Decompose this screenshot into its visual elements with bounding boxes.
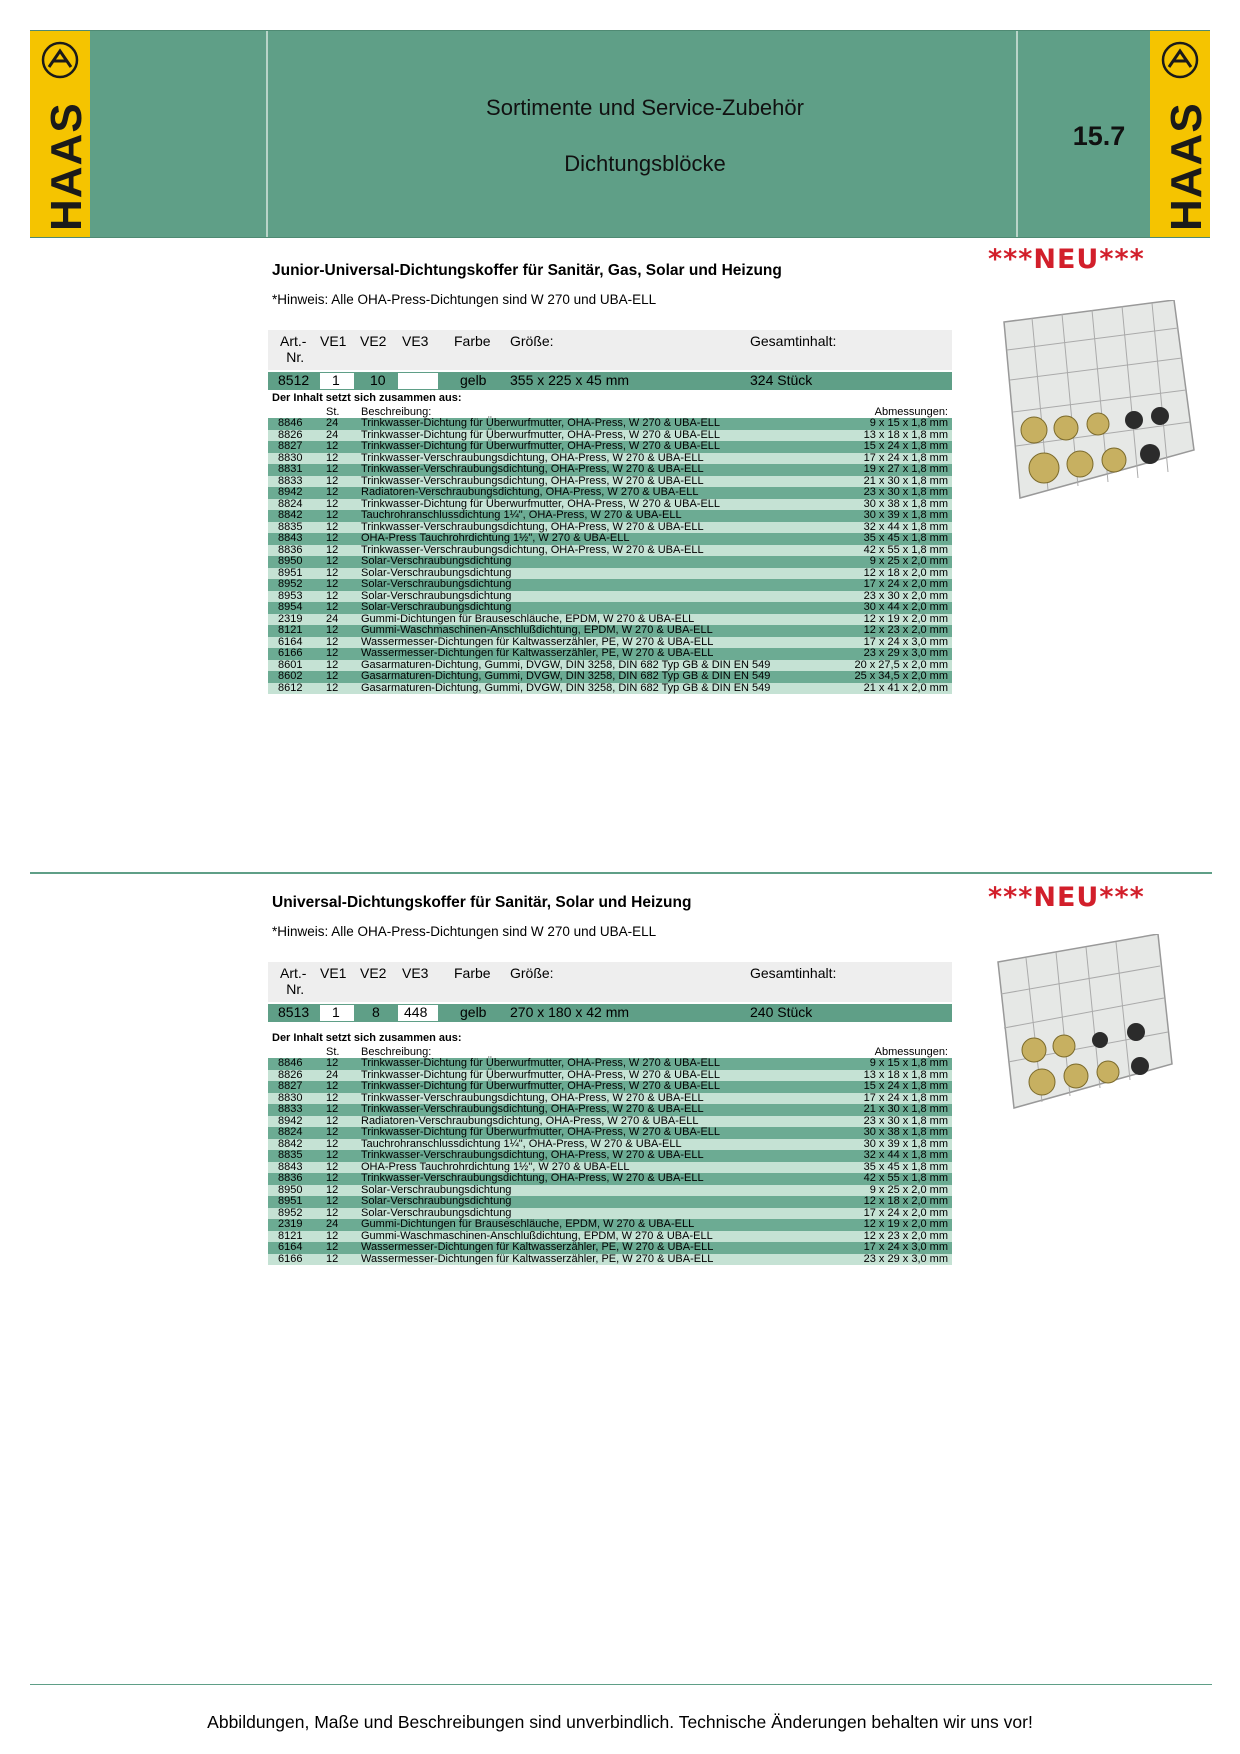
table-row [268,533,952,545]
item-nr: 8824 [278,1126,303,1138]
item-nr: 8827 [278,1080,303,1092]
item-nr: 8843 [278,1160,303,1173]
item-dimensions: 9 x 25 x 2,0 mm [869,1183,948,1196]
item-quantity: 12 [326,1103,339,1115]
item-dimensions: 21 x 30 x 1,8 mm [863,474,948,487]
page-header [30,30,1210,238]
item-description: Tauchrohranschlussdichtung 1¼", OHA-Press, W 270 & UBA-ELL [361,1137,682,1150]
item-dimensions: 21 x 30 x 1,8 mm [863,1103,948,1115]
table-row [268,625,952,637]
item-nr: 8826 [278,1068,303,1081]
item-dimensions: 15 x 24 x 1,8 mm [863,1080,948,1092]
item-nr: 8952 [278,1206,303,1219]
table-row [268,683,952,695]
item-quantity: 12 [326,670,339,682]
col-beschreibung: Beschreibung: [361,406,432,418]
item-quantity: 12 [326,1149,339,1161]
table-row [268,464,952,476]
item-quantity: 12 [326,555,339,567]
article-table [268,330,952,390]
item-nr: 8846 [278,417,303,429]
item-quantity: 24 [326,417,339,429]
table-row [268,556,952,568]
table-row [268,579,952,591]
table-row [268,1254,952,1266]
item-description: Trinkwasser-Verschraubungsdichtung, OHA-Press, W 270 & UBA-ELL [361,451,704,464]
item-dimensions: 12 x 18 x 2,0 mm [863,566,948,579]
table-row [268,441,952,453]
item-description: Gummi-Dichtungen für Brauseschläuche, EPDM, W 270 & UBA-ELL [361,612,695,625]
section-separator [30,872,1212,874]
item-dimensions: 23 x 30 x 1,8 mm [863,1114,948,1127]
item-dimensions: 9 x 15 x 1,8 mm [869,417,948,429]
new-badge: ***NEU*** [988,244,1145,275]
item-dimensions: 12 x 18 x 2,0 mm [863,1195,948,1207]
item-dimensions: 30 x 38 x 1,8 mm [863,497,948,510]
article-groesse: 270 x 180 x 42 mm [510,1004,630,1020]
col-ve1: VE1 [320,333,347,349]
item-nr: 8842 [278,1137,303,1150]
item-dimensions: 30 x 38 x 1,8 mm [863,1126,948,1138]
article-farbe: gelb [460,372,487,388]
item-dimensions: 13 x 18 x 1,8 mm [863,1068,948,1081]
col-gesamt: Gesamtinhalt: [750,965,837,981]
item-dimensions: 30 x 39 x 1,8 mm [863,509,948,521]
col-groesse: Größe: [510,965,554,981]
table-row [268,1196,952,1208]
article-ve2: 10 [370,372,386,388]
item-description: Trinkwasser-Dichtung für Überwurfmutter, OHA-Press, W 270 & UBA-ELL [361,1068,721,1081]
col-farbe: Farbe [454,965,491,981]
item-quantity: 24 [326,612,339,625]
item-nr: 8954 [278,601,303,613]
table-row [268,1081,952,1093]
item-nr: 8843 [278,532,303,544]
article-row [268,1004,952,1022]
item-quantity: 12 [326,601,339,613]
item-dimensions: 23 x 29 x 3,0 mm [863,647,948,659]
item-quantity: 24 [326,1218,339,1230]
col-groesse: Größe: [510,333,554,349]
item-nr: 8831 [278,463,303,475]
contents-label: Der Inhalt setzt sich zusammen aus: [272,392,462,404]
item-nr: 8833 [278,474,303,487]
section-number: 15.7 [1072,121,1126,151]
table-row [268,510,952,522]
item-description: Radiatoren-Verschraubungsdichtung, OHA-Press, W 270 & UBA-ELL [361,486,699,498]
article-nr: 8513 [278,1004,310,1020]
item-quantity: 12 [326,1252,339,1265]
item-nr: 8953 [278,589,303,602]
item-description: Trinkwasser-Dichtung für Überwurfmutter, OHA-Press, W 270 & UBA-ELL [361,1126,721,1138]
item-dimensions: 12 x 23 x 2,0 mm [863,1229,948,1242]
item-dimensions: 9 x 25 x 2,0 mm [869,555,948,567]
item-dimensions: 30 x 44 x 2,0 mm [863,601,948,613]
item-dimensions: 19 x 27 x 1,8 mm [863,463,948,475]
col-ve3: VE3 [402,333,429,349]
col-farbe: Farbe [454,333,491,349]
item-dimensions: 25 x 34,5 x 2,0 mm [854,670,948,682]
article-ve1: 1 [332,372,340,388]
item-dimensions: 9 x 15 x 1,8 mm [869,1057,948,1069]
item-nr: 8942 [278,486,303,498]
product-photo-case [994,300,1200,500]
article-ve1: 1 [332,1004,340,1020]
item-description: Gasarmaturen-Dichtung, Gummi, DVGW, DIN 3258, DIN 682 Typ GB & DIN EN 549 [361,670,771,682]
item-quantity: 12 [326,1160,339,1173]
item-nr: 8830 [278,1091,303,1104]
item-dimensions: 21 x 41 x 2,0 mm [863,681,948,694]
article-ve3: 448 [404,1004,428,1020]
item-description: Trinkwasser-Dichtung für Überwurfmutter, OHA-Press, W 270 & UBA-ELL [361,1080,721,1092]
table-row [268,602,952,614]
item-quantity: 12 [326,520,339,533]
haas-mark-icon [1161,41,1199,79]
item-quantity: 12 [326,1183,339,1196]
item-nr: 8835 [278,520,303,533]
item-dimensions: 32 x 44 x 1,8 mm [863,520,948,533]
item-dimensions: 17 x 24 x 1,8 mm [863,1091,948,1104]
item-description: Trinkwasser-Dichtung für Überwurfmutter, OHA-Press, W 270 & UBA-ELL [361,428,721,441]
item-nr: 8824 [278,497,303,510]
new-badge: ***NEU*** [988,882,1145,913]
col-beschreibung: Beschreibung: [361,1046,432,1058]
item-quantity: 12 [326,474,339,487]
item-dimensions: 17 x 24 x 2,0 mm [863,1206,948,1219]
item-quantity: 12 [326,1241,339,1253]
item-nr: 8836 [278,543,303,556]
item-quantity: 12 [326,451,339,464]
article-row [268,372,952,390]
item-description: Trinkwasser-Dichtung für Überwurfmutter, OHA-Press, W 270 & UBA-ELL [361,440,721,452]
item-description: Gummi-Waschmaschinen-Anschlußdichtung, EPDM, W 270 & UBA-ELL [361,624,713,636]
item-description: Wassermesser-Dichtungen für Kaltwasserzähler, PE, W 270 & UBA-ELL [361,1241,714,1253]
col-abmessungen: Abmessungen: [874,1046,948,1058]
item-description: Gasarmaturen-Dichtung, Gummi, DVGW, DIN 3258, DIN 682 Typ GB & DIN EN 549 [361,658,771,671]
item-description: Trinkwasser-Verschraubungsdichtung, OHA-Press, W 270 & UBA-ELL [361,1149,704,1161]
item-nr: 6166 [278,647,303,659]
section-title: Universal-Dichtungskoffer für Sanitär, Solar und Heizung [272,894,692,911]
item-nr: 6164 [278,1241,303,1253]
item-nr: 6164 [278,635,303,648]
item-nr: 8952 [278,578,303,590]
item-description: Gummi-Dichtungen für Brauseschläuche, EPDM, W 270 & UBA-ELL [361,1218,695,1230]
item-dimensions: 12 x 19 x 2,0 mm [863,1218,948,1230]
section-title: Junior-Universal-Dichtungskoffer für Sanitär, Gas, Solar und Heizung [272,262,782,279]
table-row [268,1104,952,1116]
table-row [268,1219,952,1231]
item-nr: 8601 [278,658,303,671]
item-description: Trinkwasser-Verschraubungsdichtung, OHA-Press, W 270 & UBA-ELL [361,1172,704,1184]
item-description: Solar-Verschraubungsdichtung [361,1195,512,1207]
col-ve2: VE2 [360,965,387,981]
item-description: Trinkwasser-Verschraubungsdichtung, OHA-Press, W 270 & UBA-ELL [361,463,704,475]
item-nr: 8835 [278,1149,303,1161]
item-dimensions: 13 x 18 x 1,8 mm [863,428,948,441]
item-nr: 2319 [278,1218,303,1230]
table-row [268,1173,952,1185]
item-quantity: 12 [326,497,339,510]
col-st: St. [326,406,340,418]
footer-separator [30,1684,1212,1685]
item-dimensions: 12 x 19 x 2,0 mm [863,612,948,625]
item-description: OHA-Press Tauchrohrdichtung 1½", W 270 & UBA-ELL [361,532,630,544]
item-quantity: 12 [326,1057,339,1069]
item-nr: 8826 [278,428,303,441]
item-description: Trinkwasser-Dichtung für Überwurfmutter, OHA-Press, W 270 & UBA-ELL [361,1057,721,1069]
haas-brand-text: HAAS [1162,102,1211,231]
item-quantity: 12 [326,1080,339,1092]
item-dimensions: 35 x 45 x 1,8 mm [863,1160,948,1173]
item-description: Gummi-Waschmaschinen-Anschlußdichtung, EPDM, W 270 & UBA-ELL [361,1229,713,1242]
item-quantity: 12 [326,440,339,452]
col-ve1: VE1 [320,965,347,981]
item-nr: 8950 [278,1183,303,1196]
item-description: Tauchrohranschlussdichtung 1¼", OHA-Press, W 270 & UBA-ELL [361,509,682,521]
item-dimensions: 15 x 24 x 1,8 mm [863,440,948,452]
item-quantity: 12 [326,1195,339,1207]
item-description: Wassermesser-Dichtungen für Kaltwasserzähler, PE, W 270 & UBA-ELL [361,635,714,648]
item-quantity: 12 [326,1206,339,1219]
table-row [268,648,952,660]
item-quantity: 12 [326,566,339,579]
item-description: Trinkwasser-Verschraubungsdichtung, OHA-Press, W 270 & UBA-ELL [361,520,704,533]
item-dimensions: 17 x 24 x 3,0 mm [863,1241,948,1253]
item-description: Wassermesser-Dichtungen für Kaltwasserzähler, PE, W 270 & UBA-ELL [361,647,714,659]
item-dimensions: 17 x 24 x 3,0 mm [863,635,948,648]
item-description: Solar-Verschraubungsdichtung [361,1206,512,1219]
item-quantity: 24 [326,428,339,441]
item-quantity: 12 [326,509,339,521]
item-dimensions: 12 x 23 x 2,0 mm [863,624,948,636]
article-ve2: 8 [372,1004,380,1020]
item-quantity: 12 [326,1172,339,1184]
item-quantity: 12 [326,624,339,636]
item-description: Solar-Verschraubungsdichtung [361,555,512,567]
table-row [268,1242,952,1254]
item-dimensions: 42 x 55 x 1,8 mm [863,543,948,556]
product-photo-case [990,934,1176,1110]
col-gesamt: Gesamtinhalt: [750,333,837,349]
article-nr: 8512 [278,372,310,388]
table-row [268,418,952,430]
item-quantity: 12 [326,1114,339,1127]
item-nr: 8951 [278,1195,303,1207]
contents-label: Der Inhalt setzt sich zusammen aus: [272,1032,462,1044]
item-nr: 8602 [278,670,303,682]
article-gesamt: 240 Stück [750,1004,813,1020]
haas-logo-left [30,31,90,237]
section-hint: *Hinweis: Alle OHA-Press-Dichtungen sind W 270 und UBA-ELL [272,924,657,939]
item-nr: 8951 [278,566,303,579]
item-description: Trinkwasser-Verschraubungsdichtung, OHA-Press, W 270 & UBA-ELL [361,1103,704,1115]
item-nr: 8121 [278,1229,303,1242]
item-quantity: 12 [326,463,339,475]
item-description: Solar-Verschraubungsdichtung [361,589,512,602]
page-title: Sortimente und Service-Zubehör [486,95,804,120]
item-nr: 2319 [278,612,303,625]
contents-table [268,1058,952,1265]
article-table-header [268,330,952,370]
item-dimensions: 17 x 24 x 2,0 mm [863,578,948,590]
table-row [268,1150,952,1162]
item-dimensions: 30 x 39 x 1,8 mm [863,1137,948,1150]
contents-table [268,418,952,694]
item-quantity: 12 [326,486,339,498]
col-art-nr: Art.- Nr. [280,333,307,365]
item-dimensions: 20 x 27,5 x 2,0 mm [854,658,948,671]
item-description: Trinkwasser-Dichtung für Überwurfmutter, OHA-Press, W 270 & UBA-ELL [361,417,721,429]
item-description: Trinkwasser-Verschraubungsdichtung, OHA-Press, W 270 & UBA-ELL [361,543,704,556]
col-ve3: VE3 [402,965,429,981]
item-nr: 8942 [278,1114,303,1127]
item-nr: 6166 [278,1252,303,1265]
item-description: Trinkwasser-Dichtung für Überwurfmutter, OHA-Press, W 270 & UBA-ELL [361,497,721,510]
item-nr: 8836 [278,1172,303,1184]
item-quantity: 12 [326,589,339,602]
col-ve2: VE2 [360,333,387,349]
item-quantity: 12 [326,543,339,556]
item-description: Gasarmaturen-Dichtung, Gummi, DVGW, DIN 3258, DIN 682 Typ GB & DIN EN 549 [361,681,771,694]
item-quantity: 12 [326,532,339,544]
col-st: St. [326,1046,340,1058]
footer-disclaimer: Abbildungen, Maße und Beschreibungen sind unverbindlich. Technische Änderungen behalten wir uns vor! [207,1712,1033,1732]
item-dimensions: 32 x 44 x 1,8 mm [863,1149,948,1161]
item-quantity: 12 [326,1229,339,1242]
item-description: Solar-Verschraubungsdichtung [361,566,512,579]
haas-mark-icon [41,41,79,79]
article-gesamt: 324 Stück [750,372,813,388]
col-art-nr: Art.- Nr. [280,965,307,997]
page-subtitle: Dichtungsblöcke [564,151,726,176]
item-dimensions: 23 x 29 x 3,0 mm [863,1252,948,1265]
haas-logo-right [1150,31,1210,237]
haas-brand-text: HAAS [42,102,91,231]
item-dimensions: 35 x 45 x 1,8 mm [863,532,948,544]
item-quantity: 24 [326,1068,339,1081]
item-dimensions: 42 x 55 x 1,8 mm [863,1172,948,1184]
item-dimensions: 23 x 30 x 1,8 mm [863,486,948,498]
table-row [268,671,952,683]
item-nr: 8612 [278,681,303,694]
item-quantity: 12 [326,647,339,659]
item-nr: 8121 [278,624,303,636]
table-row [268,487,952,499]
item-description: Solar-Verschraubungsdichtung [361,601,512,613]
item-quantity: 12 [326,658,339,671]
item-dimensions: 17 x 24 x 1,8 mm [863,451,948,464]
item-nr: 8950 [278,555,303,567]
item-quantity: 12 [326,1126,339,1138]
table-row [268,1058,952,1070]
item-nr: 8846 [278,1057,303,1069]
item-dimensions: 23 x 30 x 2,0 mm [863,589,948,602]
item-quantity: 12 [326,1091,339,1104]
item-nr: 8830 [278,451,303,464]
article-groesse: 355 x 225 x 45 mm [510,372,630,388]
item-quantity: 12 [326,578,339,590]
section-hint: *Hinweis: Alle OHA-Press-Dichtungen sind W 270 und UBA-ELL [272,292,657,307]
item-quantity: 12 [326,1137,339,1150]
item-quantity: 12 [326,681,339,694]
item-description: Radiatoren-Verschraubungsdichtung, OHA-Press, W 270 & UBA-ELL [361,1114,699,1127]
item-nr: 8842 [278,509,303,521]
article-farbe: gelb [460,1004,487,1020]
article-table-header [268,962,952,1002]
item-nr: 8833 [278,1103,303,1115]
col-abmessungen: Abmessungen: [874,406,948,418]
header-divider [266,31,268,237]
table-row [268,1127,952,1139]
item-description: Solar-Verschraubungsdichtung [361,578,512,590]
item-description: Trinkwasser-Verschraubungsdichtung, OHA-Press, W 270 & UBA-ELL [361,1091,704,1104]
article-table [268,962,952,1022]
item-nr: 8827 [278,440,303,452]
item-quantity: 12 [326,635,339,648]
item-description: Wassermesser-Dichtungen für Kaltwasserzähler, PE, W 270 & UBA-ELL [361,1252,714,1265]
item-description: Solar-Verschraubungsdichtung [361,1183,512,1196]
item-description: Trinkwasser-Verschraubungsdichtung, OHA-Press, W 270 & UBA-ELL [361,474,704,487]
item-description: OHA-Press Tauchrohrdichtung 1½", W 270 & UBA-ELL [361,1160,630,1173]
